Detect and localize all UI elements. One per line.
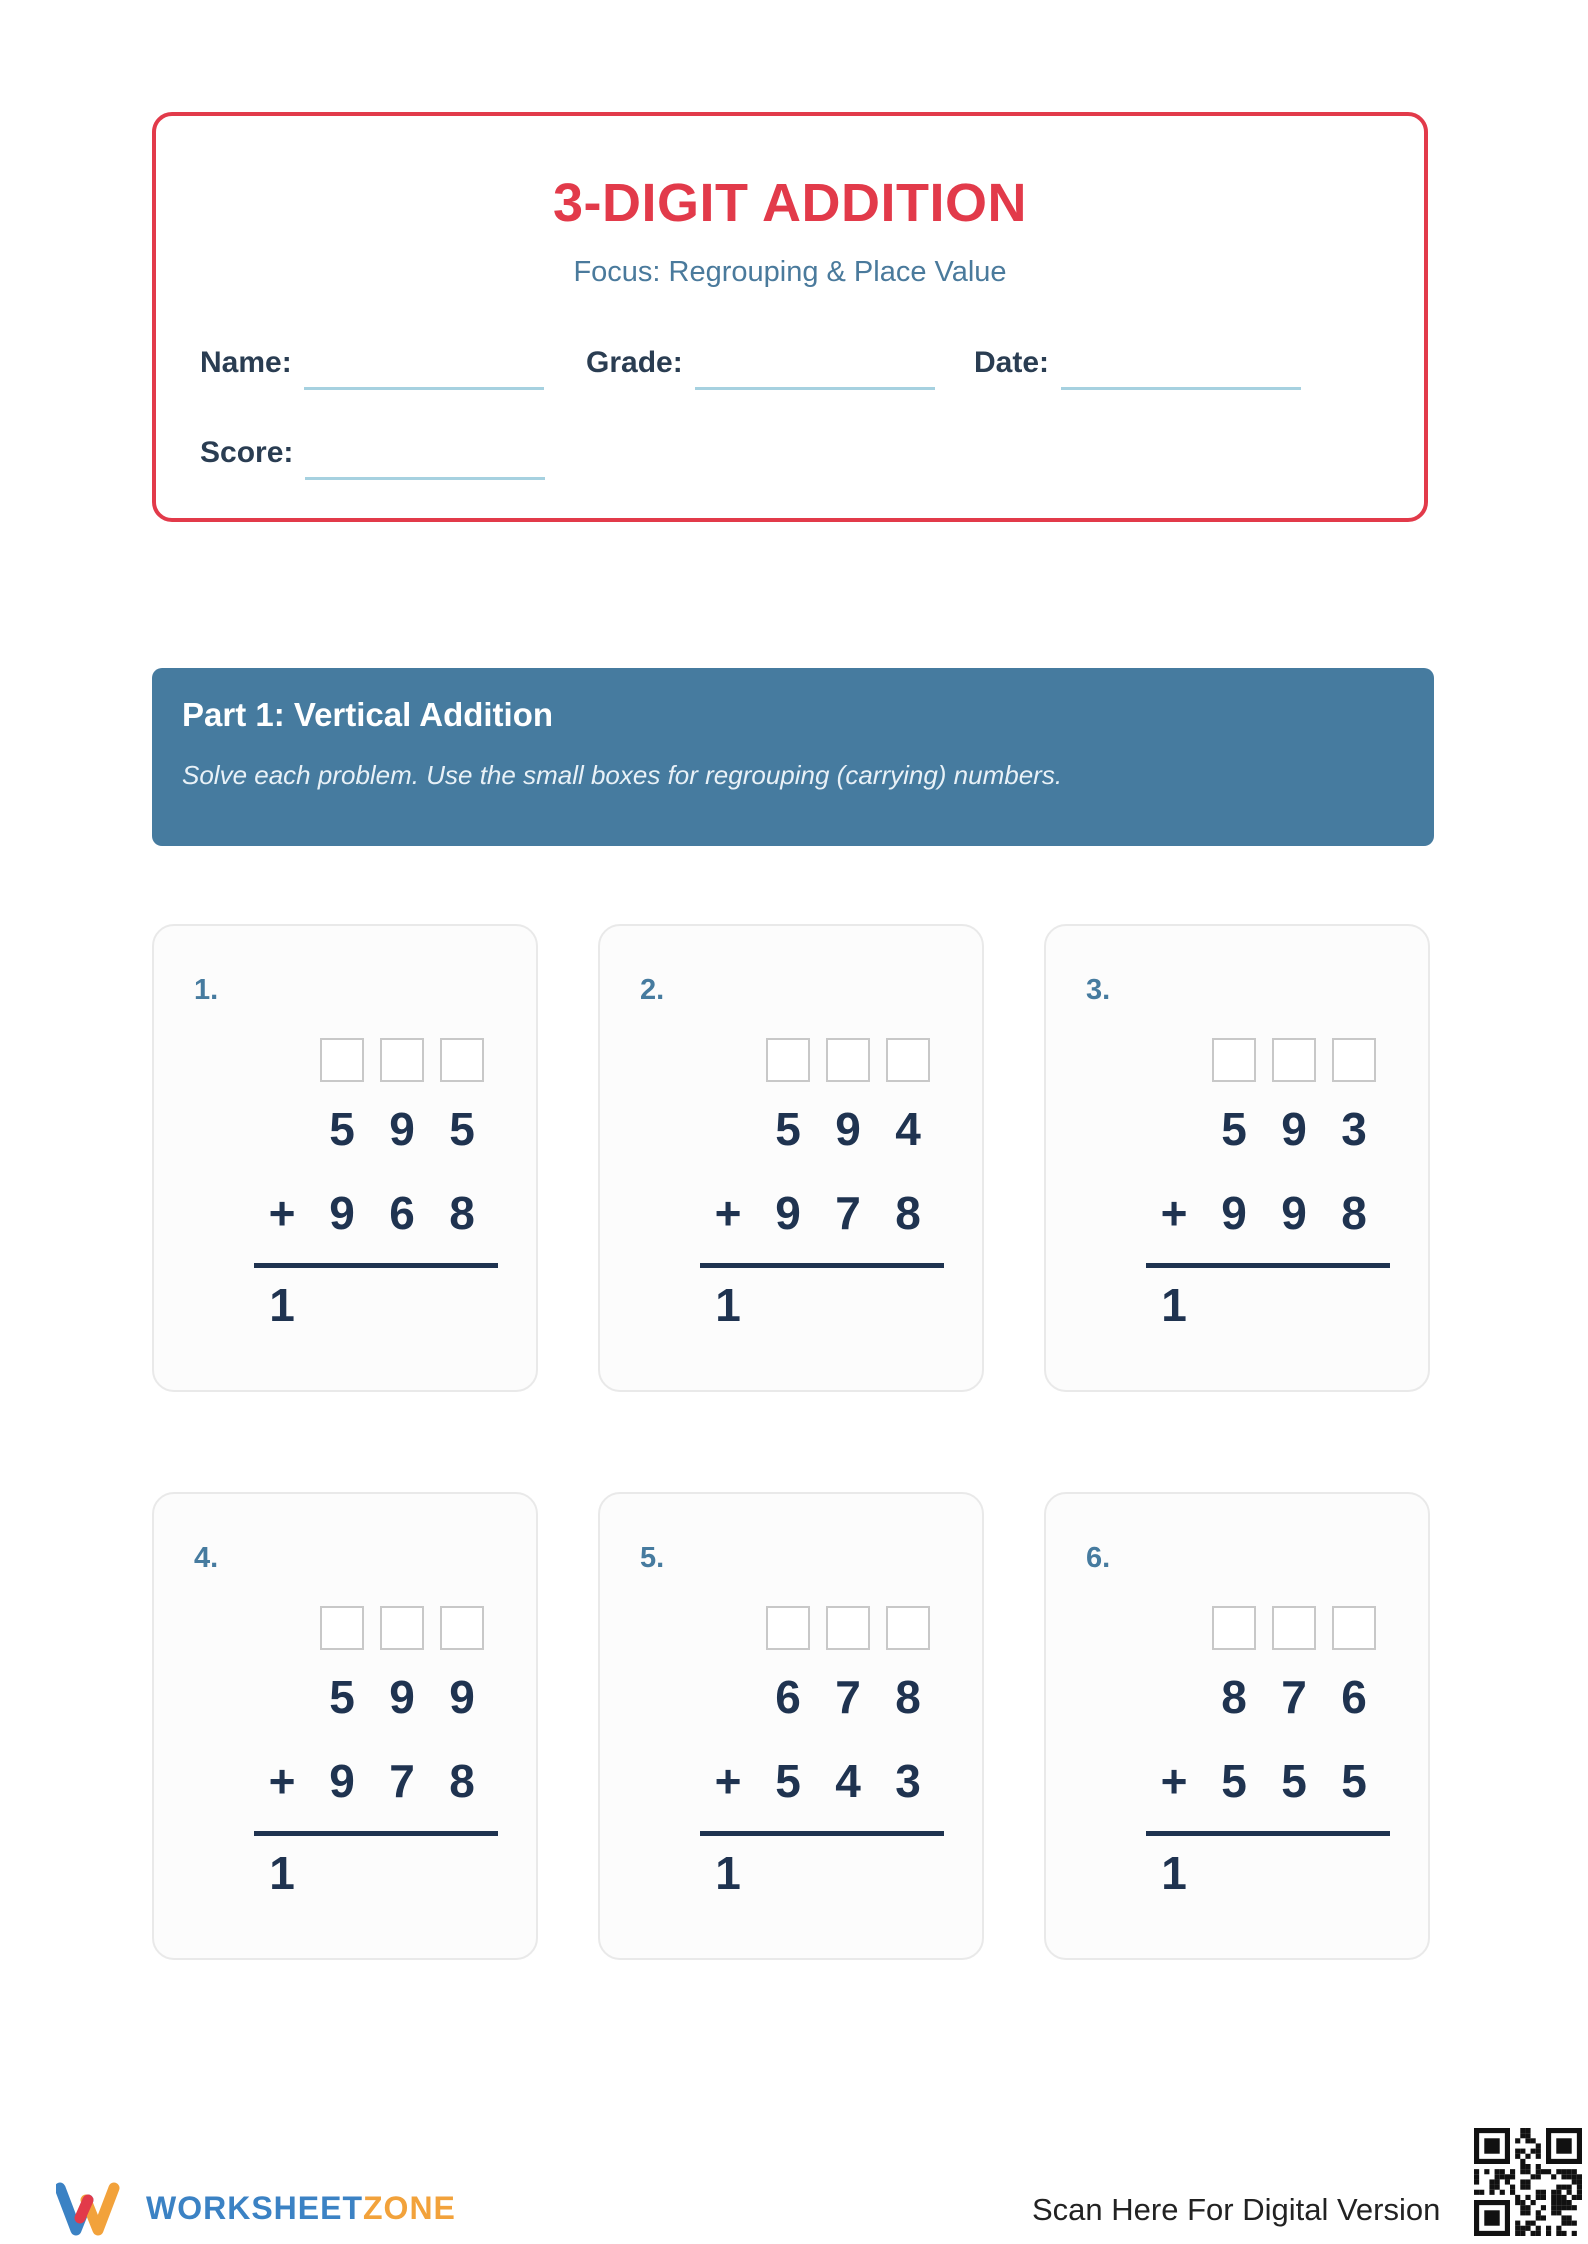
carry-box[interactable]: [766, 1606, 810, 1650]
carry-box[interactable]: [1272, 1606, 1316, 1650]
addend-digit: 5: [1221, 1103, 1247, 1155]
addend-digit: 8: [895, 1187, 921, 1239]
grade-label: Grade:: [586, 346, 683, 379]
addend-digit: 8: [449, 1187, 475, 1239]
carry-box[interactable]: [380, 1606, 424, 1650]
plus-sign: +: [714, 1755, 742, 1807]
addend-digit: 3: [895, 1755, 921, 1807]
name-label: Name:: [200, 346, 292, 379]
carry-box[interactable]: [826, 1606, 870, 1650]
problem-number: 3.: [1086, 974, 1111, 1006]
w-logo-icon: [56, 2180, 134, 2236]
addend-digit: 9: [329, 1187, 355, 1239]
answer-hint-digit: 1: [715, 1279, 741, 1331]
problem-number: 5.: [640, 1542, 665, 1574]
problem-number: 1.: [194, 974, 219, 1006]
date-label: Date:: [974, 346, 1050, 379]
addend-digit: 5: [329, 1103, 355, 1155]
addend-digit: 5: [1341, 1755, 1367, 1807]
carry-box[interactable]: [886, 1038, 930, 1082]
plus-sign: +: [1160, 1755, 1188, 1807]
logo-text: [146, 2190, 456, 2227]
addend-digit: 9: [1221, 1187, 1247, 1239]
sum-line: [254, 1831, 498, 1836]
addend-digit: 6: [1341, 1671, 1367, 1723]
carry-box[interactable]: [1212, 1606, 1256, 1650]
addend-digit: 6: [775, 1671, 801, 1723]
problem-card: [1044, 1492, 1430, 1960]
problem-card: [598, 924, 984, 1392]
worksheetzone-logo: [56, 2180, 456, 2236]
sum-line: [1146, 1263, 1390, 1268]
answer-hint-digit: 1: [269, 1279, 295, 1331]
sum-line: [700, 1831, 944, 1836]
name-line[interactable]: [304, 387, 544, 390]
name-field: [200, 346, 544, 380]
addend-digit: 5: [1281, 1755, 1307, 1807]
addend-digit: 7: [835, 1187, 861, 1239]
sum-line: [254, 1263, 498, 1268]
addend-digit: 9: [1281, 1103, 1307, 1155]
answer-hint-digit: 1: [1161, 1847, 1187, 1899]
addend-digit: 7: [1281, 1671, 1307, 1723]
addend-digit: 4: [835, 1755, 861, 1807]
carry-box[interactable]: [826, 1038, 870, 1082]
qr-code-icon[interactable]: [1474, 2128, 1582, 2236]
problem-card: [152, 924, 538, 1392]
sum-line: [1146, 1831, 1390, 1836]
problem-card: [598, 1492, 984, 1960]
part1-title: Part 1: Vertical Addition: [182, 696, 554, 733]
problem-card: [1044, 924, 1430, 1392]
worksheet-title: 3-DIGIT ADDITION: [553, 173, 1027, 233]
logo-text-worksheet: WORKSHEET: [146, 2189, 363, 2226]
addend-digit: 9: [389, 1103, 415, 1155]
carry-box[interactable]: [440, 1038, 484, 1082]
grade-field: [586, 346, 935, 380]
score-line[interactable]: [305, 477, 545, 480]
carry-box[interactable]: [320, 1606, 364, 1650]
carry-box[interactable]: [1332, 1038, 1376, 1082]
addend-digit: 7: [389, 1755, 415, 1807]
part1-instructions: Solve each problem. Use the small boxes for regrouping (carrying) numbers.: [182, 760, 1063, 790]
answer-hint-digit: 1: [1161, 1279, 1187, 1331]
addend-digit: 9: [449, 1671, 475, 1723]
addend-digit: 8: [449, 1755, 475, 1807]
addend-digit: 5: [775, 1103, 801, 1155]
addend-digit: 5: [329, 1671, 355, 1723]
plus-sign: +: [268, 1187, 296, 1239]
logo-text-zone: ZONE: [363, 2189, 456, 2226]
addend-digit: 8: [1221, 1671, 1247, 1723]
date-field: [974, 346, 1301, 380]
worksheet-header: [152, 112, 1428, 522]
plus-sign: +: [1160, 1187, 1188, 1239]
plus-sign: +: [268, 1755, 296, 1807]
addend-digit: 8: [1341, 1187, 1367, 1239]
carry-box[interactable]: [380, 1038, 424, 1082]
addend-digit: 9: [329, 1755, 355, 1807]
carry-box[interactable]: [1212, 1038, 1256, 1082]
carry-box[interactable]: [320, 1038, 364, 1082]
sum-line: [700, 1263, 944, 1268]
addend-digit: 9: [835, 1103, 861, 1155]
answer-hint-digit: 1: [269, 1847, 295, 1899]
grade-line[interactable]: [695, 387, 935, 390]
carry-box[interactable]: [440, 1606, 484, 1650]
addend-digit: 3: [1341, 1103, 1367, 1155]
carry-box[interactable]: [1272, 1038, 1316, 1082]
carry-box[interactable]: [766, 1038, 810, 1082]
plus-sign: +: [714, 1187, 742, 1239]
addend-digit: 5: [775, 1755, 801, 1807]
scan-text: Scan Here For Digital Version: [1032, 2192, 1441, 2227]
addend-digit: 9: [389, 1671, 415, 1723]
addend-digit: 7: [835, 1671, 861, 1723]
score-label: Score:: [200, 436, 294, 469]
worksheet-subtitle: Focus: Regrouping & Place Value: [573, 256, 1007, 288]
carry-box[interactable]: [1332, 1606, 1376, 1650]
addend-digit: 9: [1281, 1187, 1307, 1239]
addend-digit: 5: [449, 1103, 475, 1155]
answer-hint-digit: 1: [715, 1847, 741, 1899]
addend-digit: 4: [895, 1103, 921, 1155]
date-line[interactable]: [1061, 387, 1301, 390]
problem-card: [152, 1492, 538, 1960]
score-field: [200, 436, 545, 470]
problem-number: 2.: [640, 974, 665, 1006]
addend-digit: 6: [389, 1187, 415, 1239]
addend-digit: 5: [1221, 1755, 1247, 1807]
carry-box[interactable]: [886, 1606, 930, 1650]
part1-banner: [152, 668, 1434, 846]
problem-number: 4.: [194, 1542, 219, 1574]
addend-digit: 8: [895, 1671, 921, 1723]
addend-digit: 9: [775, 1187, 801, 1239]
problem-number: 6.: [1086, 1542, 1111, 1574]
